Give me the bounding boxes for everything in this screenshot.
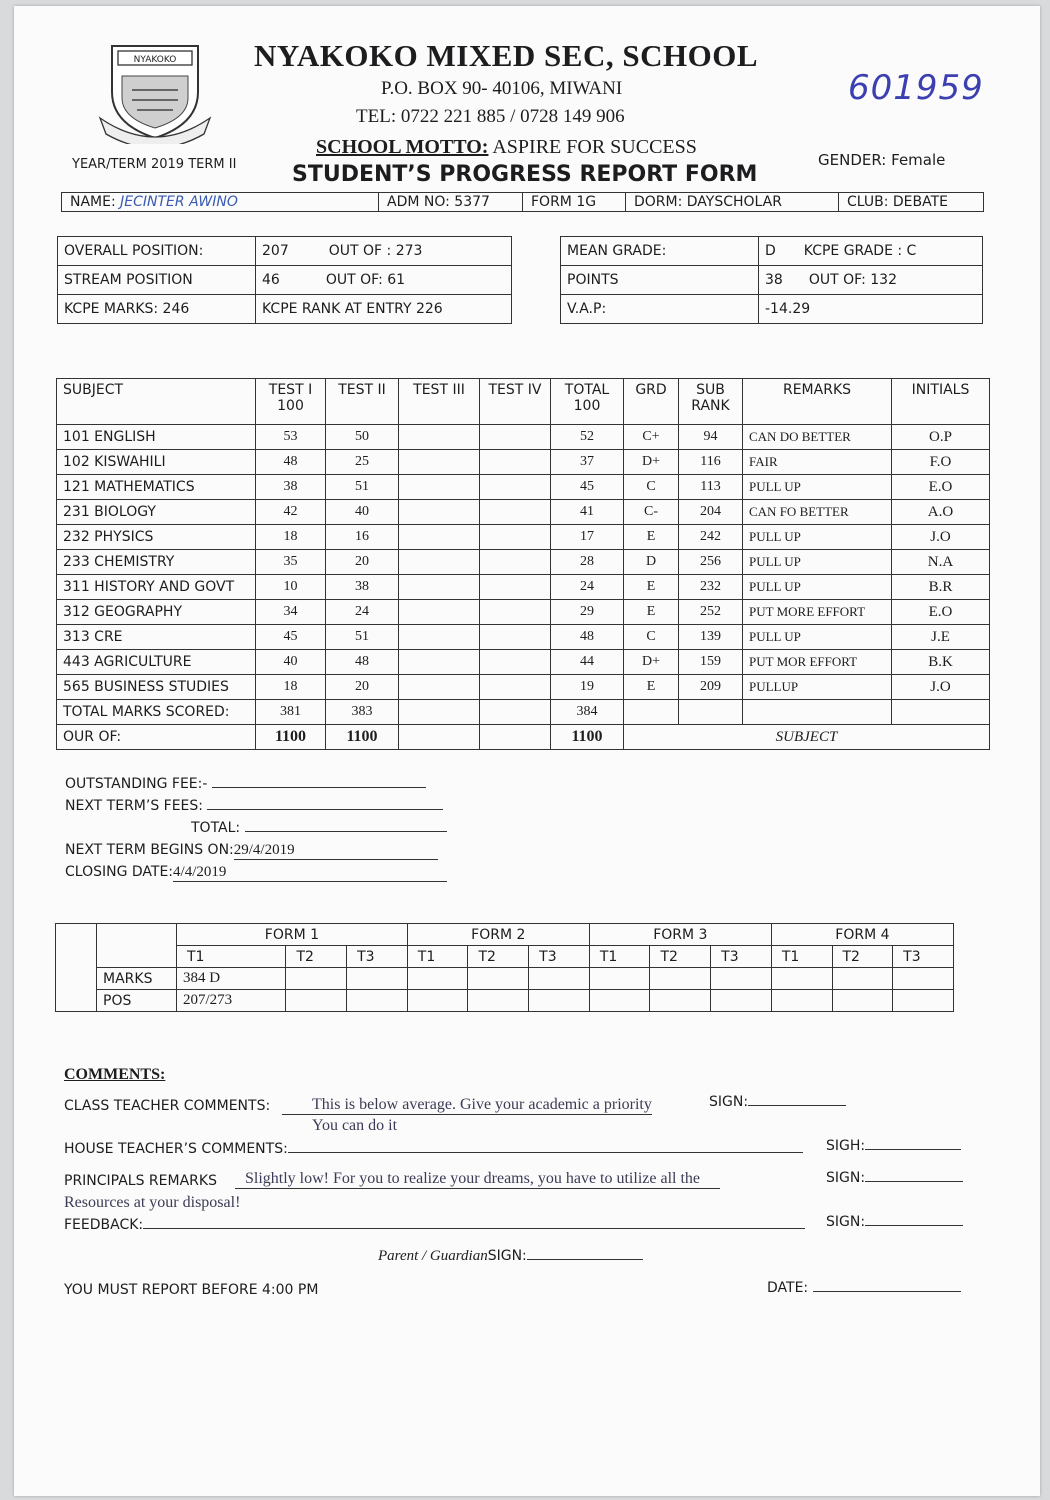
history-marks-label: MARKS xyxy=(97,968,177,990)
total-test3 xyxy=(399,700,480,725)
subject-row xyxy=(57,450,990,475)
cell-sub-rank: 204 xyxy=(679,500,743,525)
subject-row xyxy=(57,475,990,500)
next-term-fees-label: NEXT TERM’S FEES: xyxy=(65,798,204,814)
history-pos-cell: 207/273 xyxy=(177,990,286,1012)
cell-initials: N.A xyxy=(892,550,990,575)
cell-grade: E xyxy=(624,575,679,600)
total-row xyxy=(57,700,990,725)
cell-remark: PULLUP xyxy=(743,675,892,700)
handwritten-serial: 601959 xyxy=(848,68,984,108)
header-test2: TEST II xyxy=(326,379,399,425)
logo-text: NYAKOKO xyxy=(133,55,177,65)
cell-initials: O.P xyxy=(892,425,990,450)
cell-remark: CAN DO BETTER xyxy=(743,425,892,450)
cell-subject: 312 GEOGRAPHY xyxy=(57,600,256,625)
history-pos-row xyxy=(56,990,954,1012)
cell-remark: PULL UP xyxy=(743,550,892,575)
history-marks-cell xyxy=(893,968,954,990)
header-initials: INITIALS xyxy=(892,379,990,425)
cell-test2: 51 xyxy=(326,475,399,500)
date-label: DATE: xyxy=(767,1280,809,1296)
header-test1: TEST I 100 xyxy=(256,379,326,425)
cell-test1: 45 xyxy=(256,625,326,650)
history-form-4: FORM 4 xyxy=(771,924,953,946)
history-marks-cell xyxy=(832,968,893,990)
cell-sub-rank: 256 xyxy=(679,550,743,575)
points-value: 38 xyxy=(765,272,783,288)
cell-total: 24 xyxy=(551,575,624,600)
cell-total: 41 xyxy=(551,500,624,525)
outof-label: OUR OF: xyxy=(57,725,256,750)
cell-test3 xyxy=(399,550,480,575)
cell-test4 xyxy=(480,625,551,650)
header-remarks: REMARKS xyxy=(743,379,892,425)
points-label: POINTS xyxy=(561,266,759,295)
cell-test1: 48 xyxy=(256,450,326,475)
cell-test2: 48 xyxy=(326,650,399,675)
class-teacher-sign xyxy=(709,1094,846,1110)
feedback-label-text: FEEDBACK: xyxy=(64,1217,144,1233)
cell-subject: 232 PHYSICS xyxy=(57,525,256,550)
history-pos-cell xyxy=(771,990,832,1012)
student-id-bar xyxy=(61,192,984,212)
subject-row xyxy=(57,675,990,700)
name-label: NAME: xyxy=(70,194,116,210)
kcpe-grade: KCPE GRADE : C xyxy=(803,243,917,259)
overall-position-label: OVERALL POSITION: xyxy=(58,237,256,266)
history-term-f2-t1: T1 xyxy=(407,946,468,968)
cell-subject: 121 MATHEMATICS xyxy=(57,475,256,500)
cell-test1: 18 xyxy=(256,525,326,550)
header-grade: GRD xyxy=(624,379,679,425)
cell-test4 xyxy=(480,550,551,575)
form-class: FORM 1G xyxy=(523,193,626,212)
stream-position xyxy=(256,266,512,295)
history-term-f4-t2: T2 xyxy=(832,946,893,968)
cell-test3 xyxy=(399,575,480,600)
cell-test2: 16 xyxy=(326,525,399,550)
subject-row xyxy=(57,500,990,525)
outstanding-fee-label: OUTSTANDING FEE:- xyxy=(65,776,208,792)
student-name: JECINTER AWINO xyxy=(120,194,238,210)
fees-total xyxy=(191,820,447,836)
cell-test2: 20 xyxy=(326,550,399,575)
subject-row xyxy=(57,575,990,600)
cell-test3 xyxy=(399,600,480,625)
cell-total: 37 xyxy=(551,450,624,475)
cell-total: 28 xyxy=(551,550,624,575)
header-total: TOTAL 100 xyxy=(551,379,624,425)
cell-test3 xyxy=(399,650,480,675)
cell-remark: PULL UP xyxy=(743,475,892,500)
cell-test1: 18 xyxy=(256,675,326,700)
history-pos-cell xyxy=(711,990,772,1012)
marks-table xyxy=(56,378,990,750)
overall-outof: OUT OF : 273 xyxy=(328,243,423,259)
points xyxy=(759,266,983,295)
class-teacher-comment-2: You can do it xyxy=(312,1117,398,1134)
cell-test2: 40 xyxy=(326,500,399,525)
outof-total: 1100 xyxy=(551,725,624,750)
marks-body xyxy=(57,425,990,700)
cell-subject: 101 ENGLISH xyxy=(57,425,256,450)
overall-position xyxy=(256,237,512,266)
cell-test2: 25 xyxy=(326,450,399,475)
cell-sub-rank: 242 xyxy=(679,525,743,550)
cell-grade: C xyxy=(624,475,679,500)
house-teacher-sign xyxy=(826,1138,961,1154)
total-test4 xyxy=(480,700,551,725)
history-pos-cell xyxy=(589,990,650,1012)
cell-subject: 311 HISTORY AND GOVT xyxy=(57,575,256,600)
cell-remark: PULL UP xyxy=(743,525,892,550)
cell-subject: 565 BUSINESS STUDIES xyxy=(57,675,256,700)
header-test4: TEST IV xyxy=(480,379,551,425)
cell-test1: 40 xyxy=(256,650,326,675)
principal-remark-2: Resources at your disposal! xyxy=(64,1194,241,1211)
cell-initials: B.K xyxy=(892,650,990,675)
outof-test3 xyxy=(399,725,480,750)
outof-test1: 1100 xyxy=(256,725,326,750)
cell-grade: C- xyxy=(624,500,679,525)
dorm: DORM: DAYSCHOLAR xyxy=(626,193,839,212)
school-address: P.O. BOX 90- 40106, MIWANI xyxy=(381,78,623,99)
history-term-row xyxy=(56,946,954,968)
vap-label: V.A.P: xyxy=(561,295,759,324)
history-term-f3-t1: T1 xyxy=(589,946,650,968)
total-total: 384 xyxy=(551,700,624,725)
feedback-sign xyxy=(826,1214,963,1230)
history-form-3: FORM 3 xyxy=(589,924,771,946)
class-teacher-label: CLASS TEACHER COMMENTS: xyxy=(64,1098,271,1114)
cell-test3 xyxy=(399,500,480,525)
total-test2: 383 xyxy=(326,700,399,725)
next-term-begins-date: 29/4/2019 xyxy=(234,842,438,860)
history-marks-cell xyxy=(589,968,650,990)
cell-subject: 102 KISWAHILI xyxy=(57,450,256,475)
cell-sub-rank: 116 xyxy=(679,450,743,475)
closing-date xyxy=(65,864,447,882)
header-subject: SUBJECT xyxy=(57,379,256,425)
feedback-sign-label: SIGN: xyxy=(826,1214,866,1230)
cell-test4 xyxy=(480,500,551,525)
house-teacher-sign-label: SIGH: xyxy=(826,1138,866,1154)
cell-test4 xyxy=(480,450,551,475)
cell-sub-rank: 232 xyxy=(679,575,743,600)
history-pos-cell xyxy=(407,990,468,1012)
subject-row xyxy=(57,625,990,650)
cell-test1: 38 xyxy=(256,475,326,500)
parent-sign-text: SIGN: xyxy=(487,1248,527,1264)
report-before: YOU MUST REPORT BEFORE 4:00 PM xyxy=(64,1282,319,1298)
gender: GENDER: Female xyxy=(818,151,946,169)
cell-test2: 50 xyxy=(326,425,399,450)
history-pos-label: POS xyxy=(97,990,177,1012)
total-test1: 381 xyxy=(256,700,326,725)
principal-sign-label: SIGN: xyxy=(826,1170,866,1186)
total-label: TOTAL MARKS SCORED: xyxy=(57,700,256,725)
cell-initials: B.R xyxy=(892,575,990,600)
cell-total: 19 xyxy=(551,675,624,700)
cell-test1: 10 xyxy=(256,575,326,600)
position-box xyxy=(57,236,512,324)
overall-position-value: 207 xyxy=(262,243,289,259)
cell-remark: PULL UP xyxy=(743,625,892,650)
cell-test3 xyxy=(399,525,480,550)
cell-total: 45 xyxy=(551,475,624,500)
history-marks-cell xyxy=(407,968,468,990)
cell-total: 44 xyxy=(551,650,624,675)
cell-sub-rank: 252 xyxy=(679,600,743,625)
history-term-f2-t2: T2 xyxy=(468,946,529,968)
cell-grade: D xyxy=(624,550,679,575)
cell-grade: E xyxy=(624,600,679,625)
outof-row xyxy=(57,725,990,750)
stream-position-label: STREAM POSITION xyxy=(58,266,256,295)
kcpe-marks: KCPE MARKS: 246 xyxy=(58,295,256,324)
subject-row xyxy=(57,650,990,675)
cell-grade: C+ xyxy=(624,425,679,450)
history-marks-cell xyxy=(771,968,832,990)
cell-test4 xyxy=(480,675,551,700)
next-term-fees xyxy=(65,798,443,814)
cell-test2: 20 xyxy=(326,675,399,700)
cell-test3 xyxy=(399,450,480,475)
history-pos-cell xyxy=(832,990,893,1012)
school-logo-icon xyxy=(92,38,218,144)
cell-initials: E.O xyxy=(892,475,990,500)
cell-sub-rank: 94 xyxy=(679,425,743,450)
history-pos-cell xyxy=(468,990,529,1012)
class-teacher-sign-label: SIGN: xyxy=(709,1094,749,1110)
class-teacher-comment-text: This is below average. Give your academic a priority xyxy=(282,1096,652,1115)
principal-remark xyxy=(235,1168,720,1189)
cell-test4 xyxy=(480,475,551,500)
school-tel: TEL: 0722 221 885 / 0728 149 906 xyxy=(356,106,625,127)
stream-position-value: 46 xyxy=(262,272,280,288)
cell-test2: 24 xyxy=(326,600,399,625)
kcpe-rank: KCPE RANK AT ENTRY 226 xyxy=(256,295,512,324)
history-pos-cell xyxy=(529,990,590,1012)
mean-grade-label: MEAN GRADE: xyxy=(561,237,759,266)
history-term-f1-t1: T1 xyxy=(177,946,286,968)
motto-label: SCHOOL MOTTO: xyxy=(316,136,489,158)
cell-sub-rank: 159 xyxy=(679,650,743,675)
cell-remark: PULL UP xyxy=(743,575,892,600)
subject-row xyxy=(57,550,990,575)
history-table xyxy=(55,923,954,1012)
vap-value: -14.29 xyxy=(759,295,983,324)
cell-subject: 443 AGRICULTURE xyxy=(57,650,256,675)
history-term-f1-t2: T2 xyxy=(286,946,347,968)
outof-test2: 1100 xyxy=(326,725,399,750)
subject-row xyxy=(57,600,990,625)
grade-box xyxy=(560,236,983,324)
history-form-1: FORM 1 xyxy=(177,924,408,946)
cell-total: 17 xyxy=(551,525,624,550)
cell-subject: 231 BIOLOGY xyxy=(57,500,256,525)
history-form-2: FORM 2 xyxy=(407,924,589,946)
outstanding-fee xyxy=(65,776,426,792)
cell-initials: F.O xyxy=(892,450,990,475)
cell-test3 xyxy=(399,425,480,450)
school-name: NYAKOKO MIXED SEC, SCHOOL xyxy=(254,38,758,73)
date-field xyxy=(767,1280,961,1296)
cell-test2: 38 xyxy=(326,575,399,600)
history-marks-cell xyxy=(286,968,347,990)
cell-test1: 35 xyxy=(256,550,326,575)
cell-test4 xyxy=(480,525,551,550)
cell-total: 52 xyxy=(551,425,624,450)
history-pos-cell xyxy=(893,990,954,1012)
history-marks-cell: 384 D xyxy=(177,968,286,990)
adm-no: ADM NO: 5377 xyxy=(379,193,523,212)
cell-initials: A.O xyxy=(892,500,990,525)
cell-grade: E xyxy=(624,525,679,550)
cell-test3 xyxy=(399,675,480,700)
next-term-begins xyxy=(65,842,438,860)
history-term-f4-t3: T3 xyxy=(893,946,954,968)
history-marks-cell xyxy=(468,968,529,990)
cell-subject: 233 CHEMISTRY xyxy=(57,550,256,575)
cell-initials: J.O xyxy=(892,675,990,700)
cell-initials: J.E xyxy=(892,625,990,650)
history-marks-cell xyxy=(650,968,711,990)
cell-sub-rank: 113 xyxy=(679,475,743,500)
history-term-f3-t3: T3 xyxy=(711,946,772,968)
closing-date-label: CLOSING DATE: xyxy=(65,864,174,880)
cell-remark: FAIR xyxy=(743,450,892,475)
cell-remark: PUT MORE EFFORT xyxy=(743,600,892,625)
cell-test1: 53 xyxy=(256,425,326,450)
outof-subject: SUBJECT xyxy=(624,725,990,750)
mean-grade xyxy=(759,237,983,266)
cell-initials: J.O xyxy=(892,525,990,550)
cell-test3 xyxy=(399,625,480,650)
cell-total: 29 xyxy=(551,600,624,625)
header-sub-rank: SUB RANK xyxy=(679,379,743,425)
report-paper xyxy=(14,6,1040,1496)
cell-sub-rank: 139 xyxy=(679,625,743,650)
fees-total-label: TOTAL: xyxy=(191,820,241,836)
history-marks-cell xyxy=(347,968,408,990)
closing-date-value: 4/4/2019 xyxy=(173,864,447,882)
history-pos-cell xyxy=(650,990,711,1012)
history-term-f3-t2: T2 xyxy=(650,946,711,968)
school-motto xyxy=(316,136,697,159)
principal-remark-text: Slightly low! For you to realize your dreams, you have to utilize all the xyxy=(235,1170,720,1189)
class-teacher-comment xyxy=(282,1094,652,1115)
form-title: STUDENT’S PROGRESS REPORT FORM xyxy=(292,162,758,187)
cell-test1: 42 xyxy=(256,500,326,525)
outof-test4 xyxy=(480,725,551,750)
points-outof: OUT OF: 132 xyxy=(808,272,897,288)
cell-grade: D+ xyxy=(624,450,679,475)
cell-total: 48 xyxy=(551,625,624,650)
subject-row xyxy=(57,425,990,450)
principal-sign xyxy=(826,1170,963,1186)
cell-grade: E xyxy=(624,675,679,700)
cell-grade: D+ xyxy=(624,650,679,675)
parent-sign xyxy=(378,1248,643,1265)
stream-outof: OUT OF: 61 xyxy=(325,272,406,288)
cell-test4 xyxy=(480,650,551,675)
motto-text: ASPIRE FOR SUCCESS xyxy=(492,136,697,158)
house-teacher-label-text: HOUSE TEACHER’S COMMENTS: xyxy=(64,1141,288,1157)
cell-subject: 313 CRE xyxy=(57,625,256,650)
cell-initials: E.O xyxy=(892,600,990,625)
history-term-f1-t3: T3 xyxy=(347,946,408,968)
history-marks-cell xyxy=(529,968,590,990)
club: CLUB: DEBATE xyxy=(839,193,984,212)
cell-test4 xyxy=(480,425,551,450)
history-term-f4-t1: T1 xyxy=(771,946,832,968)
history-marks-cell xyxy=(711,968,772,990)
cell-remark: PUT MOR EFFORT xyxy=(743,650,892,675)
student-name-cell xyxy=(62,193,379,212)
history-pos-cell xyxy=(286,990,347,1012)
cell-sub-rank: 209 xyxy=(679,675,743,700)
mean-grade-value: D xyxy=(765,243,776,259)
cell-test3 xyxy=(399,475,480,500)
history-marks-row xyxy=(56,968,954,990)
history-pos-cell xyxy=(347,990,408,1012)
feedback-label xyxy=(64,1217,805,1233)
next-term-begins-label: NEXT TERM BEGINS ON: xyxy=(65,842,234,858)
house-teacher-label xyxy=(64,1141,803,1157)
history-term-f2-t3: T3 xyxy=(529,946,590,968)
cell-test2: 51 xyxy=(326,625,399,650)
cell-test4 xyxy=(480,575,551,600)
principal-label: PRINCIPALS REMARKS xyxy=(64,1173,217,1189)
cell-remark: CAN FO BETTER xyxy=(743,500,892,525)
year-term: YEAR/TERM 2019 TERM II xyxy=(72,157,237,172)
subject-row xyxy=(57,525,990,550)
parent-sign-label: Parent / Guardian xyxy=(378,1248,488,1264)
cell-test4 xyxy=(480,600,551,625)
header-test3: TEST III xyxy=(399,379,480,425)
cell-test1: 34 xyxy=(256,600,326,625)
cell-grade: C xyxy=(624,625,679,650)
comments-title: COMMENTS: xyxy=(64,1066,166,1083)
